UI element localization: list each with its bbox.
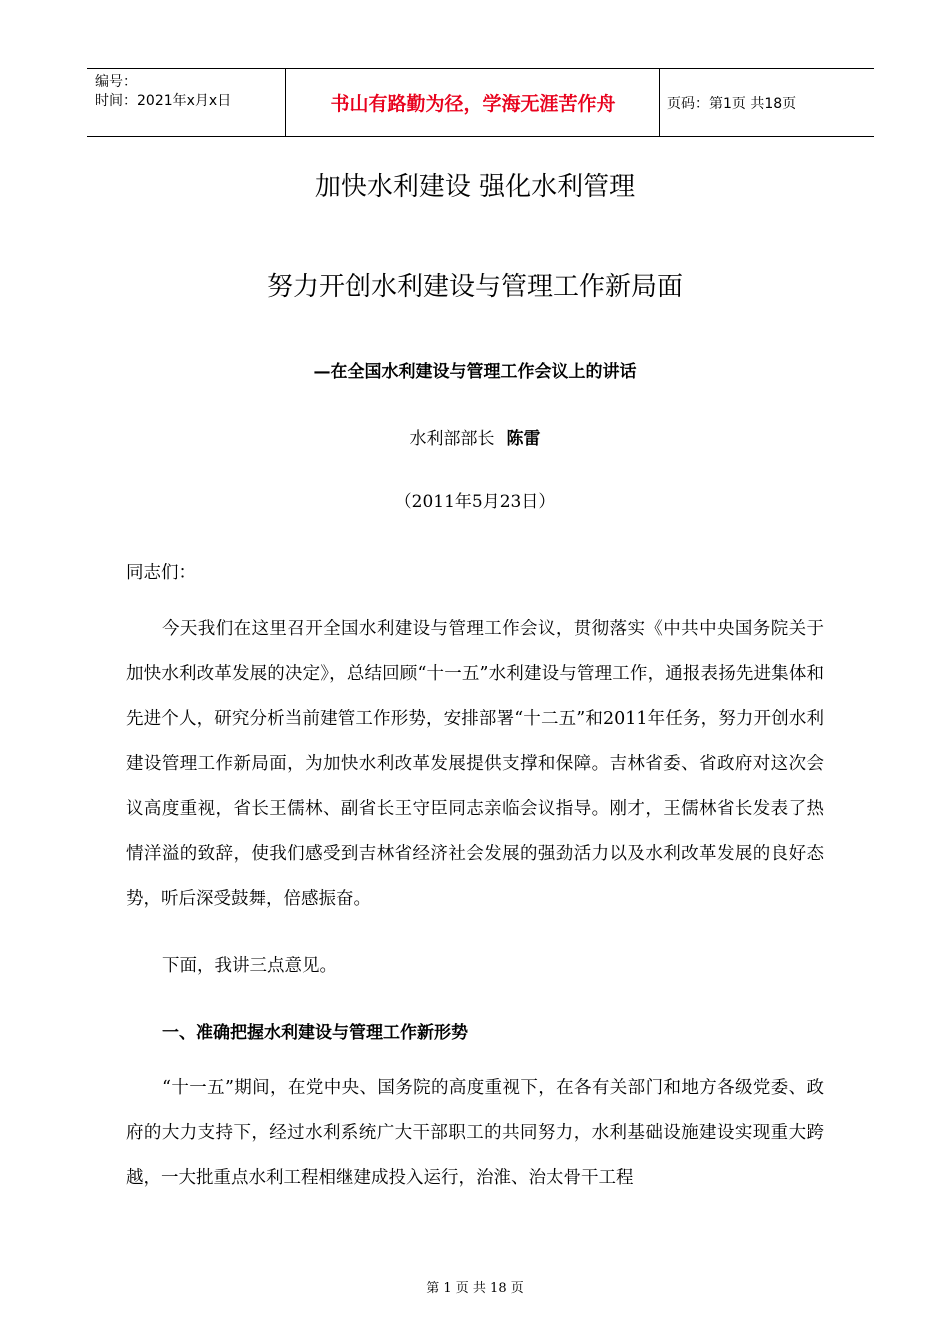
serial-label: 编号： xyxy=(95,74,137,90)
header-info-cell xyxy=(95,73,231,111)
header-motto: 书山有路勤为径，学海无涯苦作舟 xyxy=(330,93,616,115)
page-footer: 第 1 页 共 18 页 xyxy=(426,1281,524,1296)
body-paragraph: 下面，我讲三点意见。 xyxy=(162,956,337,976)
body-paragraph: “十一五”期间，在党中央、国务院的高度重视下，在各有关部门和地方各级党委、政府的大力支持下，经过水利系统广大干部职工的共同努力，水利基础设施建设实现重大跨越，一大批重点水利工程相继建成投入运行，治淮、治太骨干工程 xyxy=(126,1078,824,1188)
section-heading: 一、准确把握水利建设与管理工作新形势 xyxy=(162,1023,468,1043)
header-page-label: 页码：第1页 共18页 xyxy=(667,96,797,112)
document-title-line2: 努力开创水利建设与管理工作新局面 xyxy=(266,272,683,302)
header-table xyxy=(87,68,874,137)
speech-date: （2011年5月23日） xyxy=(394,492,556,512)
document-title-line1: 加快水利建设 强化水利管理 xyxy=(314,172,636,202)
author-line xyxy=(0,424,950,449)
body-paragraph: 今天我们在这里召开全国水利建设与管理工作会议，贯彻落实《中共中央国务院关于加快水利改革发展的决定》，总结回顾“十一五”水利建设与管理工作，通报表扬先进集体和先进个人，研究分析当前建管工作形势，安排部署“十二五”和2011年任务，努力开创水利建设管理工作新局面，为加快水利改革发展提供支撑和保障。吉林省委、省政府对这次会议高度重视，省长王儒林、副省长王守臣同志亲临会议指导。刚才，王儒林省长发表了热情洋溢的致辞，使我们感受到吉林省经济社会发展的强劲活力以及水利改革发展的良好态势，听后深受鼓舞，倍感振奋。 xyxy=(126,619,824,909)
header-divider xyxy=(659,69,660,136)
header-divider xyxy=(285,69,286,136)
author-name: 陈雷 xyxy=(506,429,541,449)
time-label: 时间：2021年x月x日 xyxy=(95,93,232,109)
author-title: 水利部部长 xyxy=(409,429,495,449)
document-subtitle: —在全国水利建设与管理工作会议上的讲话 xyxy=(313,362,637,382)
greeting: 同志们： xyxy=(126,563,196,583)
